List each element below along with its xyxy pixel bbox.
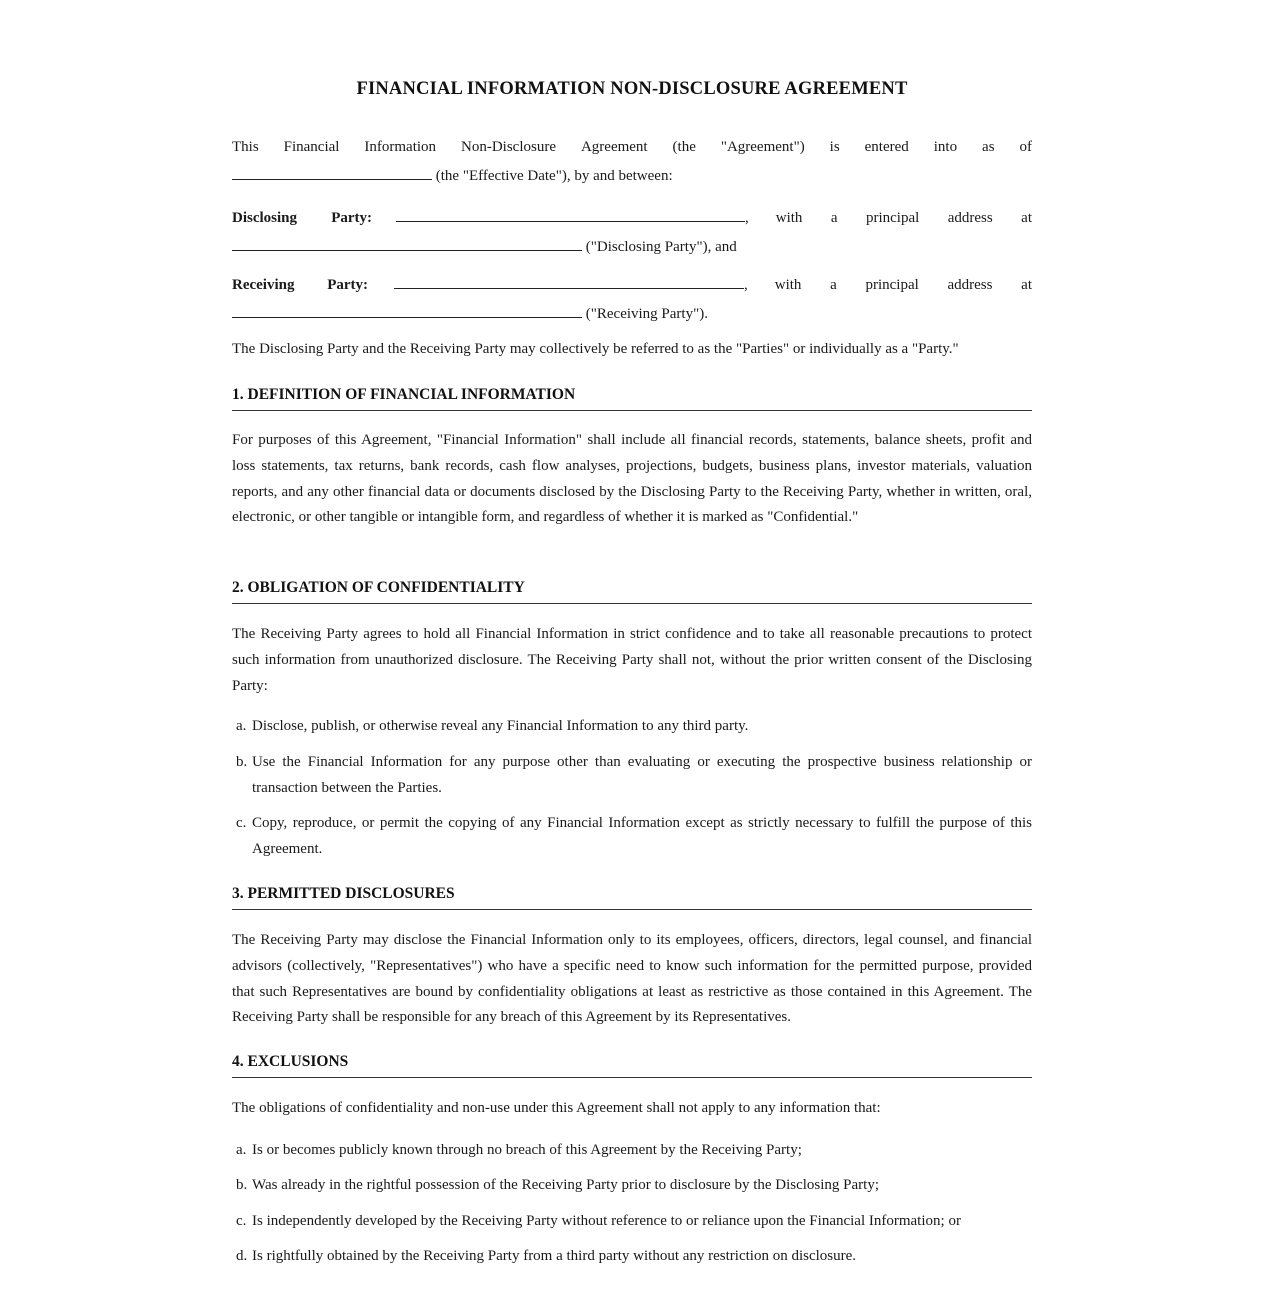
label-word: Disclosing [232, 210, 298, 226]
list-item-text: Copy, reproduce, or permit the copying of any Financial Information except as strictly necessary to fulfill the purpose of this Agreement. [252, 815, 1032, 857]
section-2-item-b [232, 750, 1032, 802]
section-4-item-c [232, 1209, 1032, 1235]
section-heading: 3. PERMITTED DISCLOSURES [232, 884, 1032, 910]
disclosing-party-block [232, 203, 1032, 261]
list-item [232, 750, 1032, 802]
comma: , [745, 210, 749, 226]
list-item-text: Disclose, publish, or otherwise reveal any Financial Information to any third party. [252, 718, 749, 734]
disclosing-party-name-blank[interactable] [396, 203, 745, 222]
intro-word: This [232, 139, 259, 155]
receiving-party-suffix: ("Receiving Party"). [585, 305, 708, 322]
address-word: address [947, 277, 993, 293]
section-2-item-c [232, 811, 1032, 863]
receiving-party-label [232, 273, 368, 299]
section-3-body [232, 928, 1032, 1031]
section-heading: 1. DEFINITION OF FINANCIAL INFORMATION [232, 385, 1032, 411]
label-word: Receiving [232, 277, 295, 293]
section-3-heading [232, 884, 1032, 910]
intro-word: into [933, 139, 958, 155]
disclosing-party-address-text [776, 206, 1032, 232]
intro-word: as [982, 139, 995, 155]
parties-note-text: The Disclosing Party and the Receiving Party may collectively be referred to as the "Parties" or individually as a "Party." [232, 341, 959, 357]
list-marker: d. [236, 1248, 248, 1264]
intro-word: of [1019, 139, 1032, 155]
intro-word: (the [672, 139, 696, 155]
disclosing-party-line-2 [232, 232, 1032, 261]
address-word: principal [865, 210, 920, 226]
receiving-party-name-blank[interactable] [394, 270, 744, 289]
intro-line-2 [232, 161, 1032, 190]
list-marker: a. [236, 1142, 247, 1158]
list-item [232, 1138, 1032, 1164]
disclosing-party-label [232, 206, 372, 232]
section-1-body [232, 428, 1032, 531]
intro-paragraph [232, 135, 1032, 190]
effective-date-label: (the "Effective Date"), by and between: [435, 167, 673, 184]
section-body-text: The obligations of confidentiality and non-use under this Agreement shall not apply to any information that: [232, 1100, 881, 1116]
list-item [232, 1173, 1032, 1199]
section-4-item-b [232, 1173, 1032, 1199]
receiving-party-address-blank[interactable] [232, 299, 582, 318]
list-marker: b. [236, 754, 248, 770]
section-4-heading [232, 1052, 1032, 1078]
section-body-text: For purposes of this Agreement, "Financial Information" shall include all financial records, statements, balance sheets, profit and loss statements, tax returns, bank records, cash flow analyses, projections, budgets, business plans, investor materials, valuation reports, and any other financial data or documents disclosed by the Disclosing Party to the Receiving Party, whether in written, oral, electronic, or other tangible or intangible form, and regardless of whether it is marked as "Confidential." [232, 432, 1032, 526]
intro-word: "Agreement") [720, 139, 805, 155]
section-4-body [232, 1096, 1032, 1122]
address-word: at [1021, 210, 1032, 226]
list-item-text: Is independently developed by the Receiving Party without reference to or reliance upon the Financial Information; or [252, 1213, 961, 1229]
section-4-item-d [232, 1244, 1032, 1270]
list-item [232, 1209, 1032, 1235]
receiving-party-line-1 [232, 270, 1032, 299]
address-word: with [774, 277, 802, 293]
receiving-party-address-text [775, 273, 1032, 299]
list-item [232, 811, 1032, 863]
section-heading: 4. EXCLUSIONS [232, 1052, 1032, 1078]
intro-word: Non-Disclosure [461, 139, 556, 155]
address-word: address [947, 210, 993, 226]
address-word: a [830, 277, 837, 293]
list-marker: b. [236, 1177, 248, 1193]
address-word: a [830, 210, 838, 226]
intro-word: is [829, 139, 840, 155]
address-word: principal [865, 277, 919, 293]
section-heading: 2. OBLIGATION OF CONFIDENTIALITY [232, 578, 1032, 604]
disclosing-party-line-1 [232, 203, 1032, 232]
intro-word: Agreement [580, 139, 648, 155]
address-word: with [775, 210, 803, 226]
list-item-text: Is rightfully obtained by the Receiving Party from a third party without any restriction on disclosure. [252, 1248, 857, 1264]
section-2-heading [232, 578, 1032, 604]
disclosing-party-suffix: ("Disclosing Party"), and [585, 238, 737, 255]
receiving-party-block [232, 270, 1032, 328]
comma: , [744, 277, 748, 293]
disclosing-party-address-blank[interactable] [232, 232, 582, 251]
label-word: Party: [331, 210, 372, 226]
list-item-text: Was already in the rightful possession of the Receiving Party prior to disclosure by the Disclosing Party; [252, 1177, 880, 1193]
receiving-party-line-2 [232, 299, 1032, 328]
list-item [232, 1244, 1032, 1270]
list-marker: c. [236, 1213, 247, 1229]
list-marker: c. [236, 815, 247, 831]
list-item-text: Use the Financial Information for any purpose other than evaluating or executing the prospective business relationship or transaction between the Parties. [252, 754, 1032, 796]
section-2-item-a [232, 714, 1032, 740]
section-2-body [232, 622, 1032, 699]
list-item [232, 714, 1032, 740]
intro-word: Financial [283, 139, 340, 155]
label-word: Party: [327, 277, 368, 293]
list-item-text: Is or becomes publicly known through no breach of this Agreement by the Receiving Party; [252, 1142, 802, 1158]
intro-word: Information [364, 139, 437, 155]
parties-note [232, 337, 1032, 363]
effective-date-blank[interactable] [232, 161, 432, 180]
document-title: FINANCIAL INFORMATION NON-DISCLOSURE AGREEMENT [356, 79, 908, 99]
section-4-item-a [232, 1138, 1032, 1164]
section-body-text: The Receiving Party agrees to hold all Financial Information in strict confidence and to take all reasonable precautions to protect such information from unauthorized disclosure. The Receiving Party shall not, without the prior written consent of the Disclosing Party: [232, 626, 1032, 694]
list-marker: a. [236, 718, 247, 734]
intro-line-1 [232, 135, 1032, 161]
address-word: at [1021, 277, 1032, 293]
intro-word: entered [864, 139, 909, 155]
section-1-heading [232, 385, 1032, 411]
section-body-text: The Receiving Party may disclose the Financial Information only to its employees, officers, directors, legal counsel, and financial advisors (collectively, "Representatives") who have a specific need to know such information for the permitted purpose, provided that such Representatives are bound by confidentiality obligations at least as restrictive as those contained in this Agreement. The Receiving Party shall be responsible for any breach of this Agreement by its Representatives. [232, 932, 1032, 1026]
